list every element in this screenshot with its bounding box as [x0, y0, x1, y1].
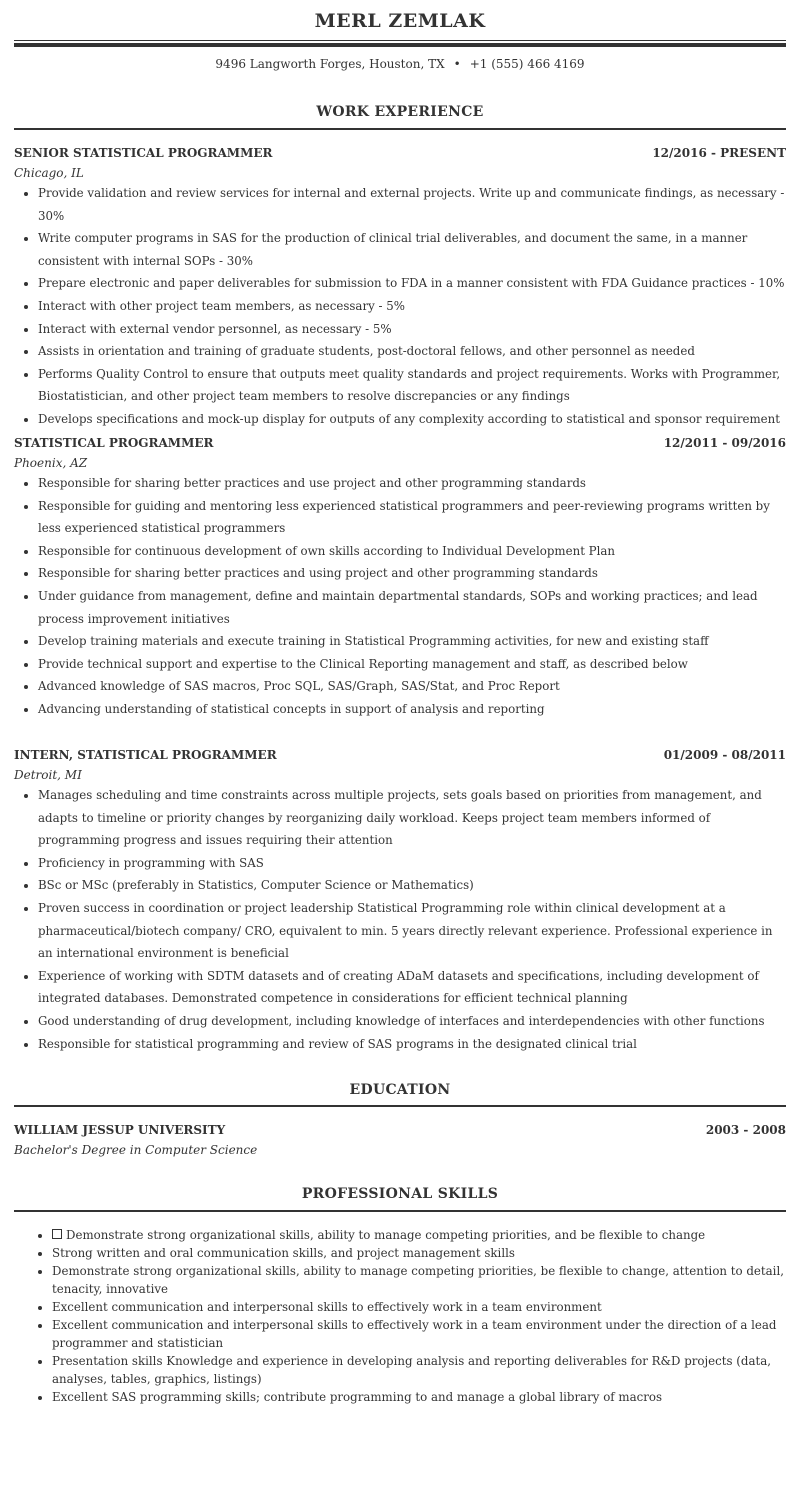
skill-item — [52, 1226, 786, 1244]
skills-list — [14, 1226, 786, 1406]
job-header — [14, 748, 786, 766]
job-duties — [14, 472, 786, 721]
candidate-name: MERL ZEMLAK — [314, 10, 486, 32]
duty-item: • Advancing understanding of statistical concepts in support of analysis and reporting — [38, 698, 786, 721]
duty-item: • Responsible for guiding and mentoring less experienced statistical programmers and peer-reviewing programs written by less experienced statistical programmers — [38, 495, 786, 540]
duty-item: • Prepare electronic and paper deliverables for submission to FDA in a manner consistent with FDA Guidance practices - 10% — [38, 272, 786, 295]
duty-item: • Proven success in coordination or project leadership Statistical Programming role within clinical development at a pharmaceutical/biotech company/ CRO, equivalent to min. 5 years directly relevant experience. Professional experience in an international environment is beneficial — [38, 897, 786, 965]
job-title: INTERN, STATISTICAL PROGRAMMER — [14, 748, 277, 762]
job-header — [14, 436, 786, 454]
duty-item: • Provide validation and review services for internal and external projects. Write up and communicate findings, as necessary - 30% — [38, 182, 786, 227]
job-duties — [14, 182, 786, 431]
job-location: Detroit, MI — [14, 768, 82, 782]
skill-item: • Demonstrate strong organizational skills, ability to manage competing priorities, be flexible to change, attention to detail, tenacity, innovative — [52, 1262, 786, 1298]
duty-item: • Responsible for sharing better practices and use project and other programming standards — [38, 472, 786, 495]
duty-item: • Good understanding of drug development, including knowledge of interfaces and interdependencies with other functions — [38, 1010, 786, 1033]
address: 9496 Langworth Forges, Houston, TX — [215, 57, 445, 71]
duty-item: • Responsible for statistical programming and review of SAS programs in the designated clinical trial — [38, 1033, 786, 1056]
contact-separator: • — [453, 57, 461, 71]
job-dates: 12/2011 - 09/2016 — [663, 436, 786, 450]
skill-item: • Excellent communication and interpersonal skills to effectively work in a team environment — [52, 1298, 786, 1316]
job-duties — [14, 784, 786, 1055]
section-title-professional-skills: PROFESSIONAL SKILLS — [301, 1186, 499, 1202]
duty-item: • Develop training materials and execute training in Statistical Programming activities, for new and existing staff — [38, 630, 786, 653]
duty-item: • Provide technical support and expertise to the Clinical Reporting management and staff, as described below — [38, 653, 786, 676]
job-dates: 01/2009 - 08/2011 — [663, 748, 786, 762]
section-title-work-experience: WORK EXPERIENCE — [316, 104, 484, 120]
job-location: Phoenix, AZ — [14, 456, 88, 470]
education-dates: 2003 - 2008 — [705, 1123, 786, 1137]
duty-item: • Proficiency in programming with SAS — [38, 852, 786, 875]
duty-item: • Responsible for continuous development of own skills according to Individual Development Plan — [38, 540, 786, 563]
duty-item: • Write computer programs in SAS for the production of clinical trial deliverables, and document the same, in a manner consistent with internal SOPs - 30% — [38, 227, 786, 272]
skills-block — [14, 1226, 786, 1406]
education-header — [14, 1123, 786, 1141]
duty-item: • Under guidance from management, define and maintain departmental standards, SOPs and working practices; and lead process improvement initiatives — [38, 585, 786, 630]
phone: +1 (555) 466 4169 — [469, 57, 585, 71]
section-divider — [14, 1210, 786, 1212]
job-header — [14, 146, 786, 164]
school-name: WILLIAM JESSUP UNIVERSITY — [14, 1123, 226, 1137]
duty-item: • Interact with other project team members, as necessary - 5% — [38, 295, 786, 318]
duty-item: • Assists in orientation and training of graduate students, post-doctoral fellows, and other personnel as needed — [38, 340, 786, 363]
duty-item: • Manages scheduling and time constraints across multiple projects, sets goals based on priorities from management, and adapts to timeline or priority changes by reorganizing daily workload. Keeps project team members informed of programming progress and issues requiring their attention — [38, 784, 786, 852]
job-dates: 12/2016 - PRESENT — [652, 146, 786, 160]
job-entry — [14, 146, 786, 431]
job-title: STATISTICAL PROGRAMMER — [14, 436, 214, 450]
duty-item: • Responsible for sharing better practices and using project and other programming standards — [38, 562, 786, 585]
degree: Bachelor's Degree in Computer Science — [14, 1143, 258, 1157]
job-entry — [14, 748, 786, 1055]
job-entry — [14, 436, 786, 721]
duty-item: • Interact with external vendor personnel, as necessary - 5% — [38, 318, 786, 341]
section-divider — [14, 1105, 786, 1107]
skill-item: • Strong written and oral communication skills, and project management skills — [52, 1244, 786, 1262]
duty-item: • Performs Quality Control to ensure that outputs meet quality standards and project requirements. Works with Programmer, Biostatistician, and other project team members to resolve discrepancies or any findings — [38, 363, 786, 408]
checkbox-glyph-icon — [52, 1229, 62, 1239]
duty-item: • Develops specifications and mock-up display for outputs of any complexity according to statistical and sponsor requirement — [38, 408, 786, 431]
duty-item: • BSc or MSc (preferably in Statistics, Computer Science or Mathematics) — [38, 874, 786, 897]
skill-text: Demonstrate strong organizational skills, ability to manage competing priorities, and be flexible to change — [66, 1228, 706, 1242]
skill-item: • Excellent communication and interpersonal skills to effectively work in a team environment under the direction of a lead programmer and statistician — [52, 1316, 786, 1352]
job-title: SENIOR STATISTICAL PROGRAMMER — [14, 146, 273, 160]
duty-item: • Advanced knowledge of SAS macros, Proc SQL, SAS/Graph, SAS/Stat, and Proc Report — [38, 675, 786, 698]
contact-line — [0, 57, 800, 71]
skill-item: • Excellent SAS programming skills; contribute programming to and manage a global library of macros — [52, 1388, 786, 1406]
job-location: Chicago, IL — [14, 166, 84, 180]
section-title-education: EDUCATION — [349, 1082, 451, 1098]
duty-item: • Experience of working with SDTM datasets and of creating ADaM datasets and specifications, including development of integrated databases. Demonstrated competence in considerations for efficient technical planning — [38, 965, 786, 1010]
section-divider — [14, 128, 786, 130]
education-entry — [14, 1123, 786, 1159]
header-divider — [14, 40, 786, 47]
skill-item: • Presentation skills Knowledge and experience in developing analysis and reporting deliverables for R&D projects (data, analyses, tables, graphics, listings) — [52, 1352, 786, 1388]
